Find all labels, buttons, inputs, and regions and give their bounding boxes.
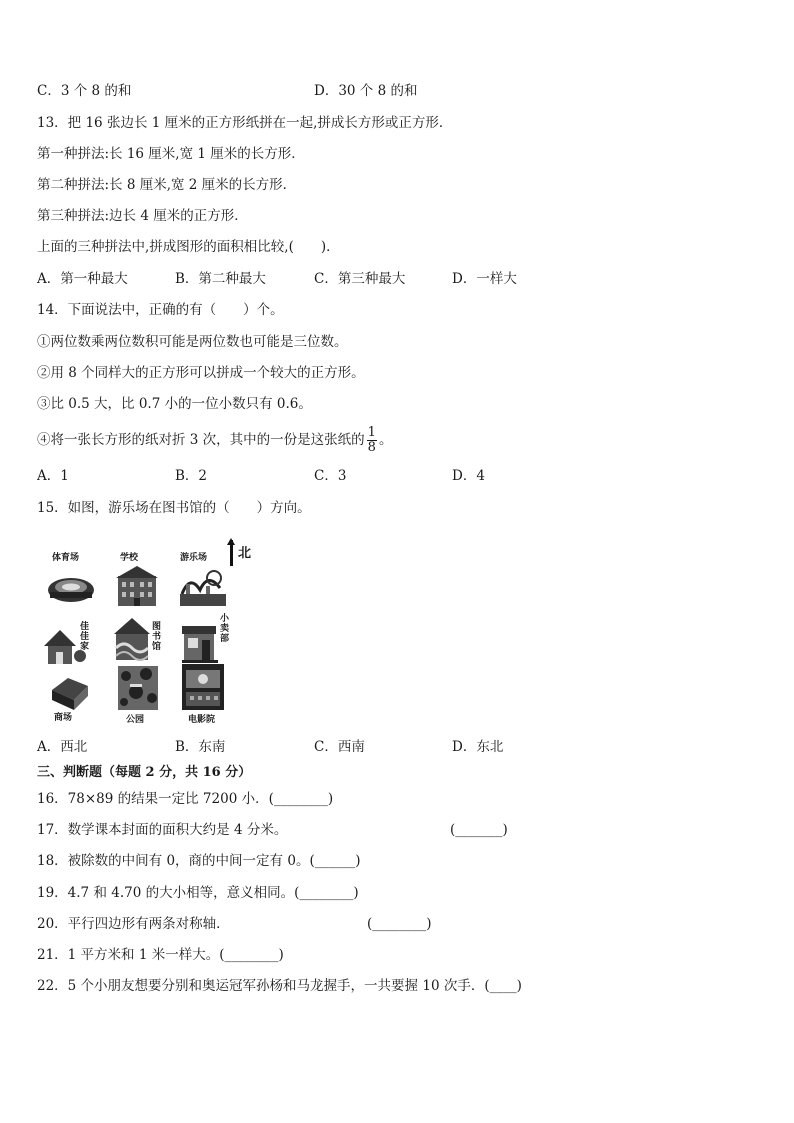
- map-label-playground: 游乐场: [180, 553, 208, 563]
- q14-option-b: B．2: [175, 468, 208, 484]
- q14-statement-4-end: 。: [378, 432, 393, 448]
- q15-option-b: B．东南: [175, 739, 226, 755]
- map-label-stadium: 体育场: [52, 553, 80, 563]
- map-label-school: 学校: [120, 553, 139, 563]
- q14-statement-4: [37, 423, 392, 457]
- judge-item-16: 16．78×89 的结果一定比 7200 小．(________): [37, 791, 334, 807]
- map-label-home: 佳佳家: [80, 622, 90, 652]
- q15-option-d: D．东北: [452, 739, 504, 755]
- q14-option-c: C．3: [314, 468, 347, 484]
- map-label-mall: 商场: [54, 713, 73, 723]
- playground-icon: [176, 560, 230, 614]
- q13-stem: 13．把 16 张边长 1 厘米的正方形纸拼在一起,拼成长方形或正方形．: [37, 115, 453, 131]
- q14-option-a: A．1: [37, 468, 69, 484]
- north-arrow-head: [227, 538, 235, 545]
- q13-option-a: A．第一种最大: [37, 271, 128, 287]
- judge-item-17: 17．数学课本封面的面积大约是 4 分米。: [37, 822, 288, 838]
- map-label-park: 公园: [126, 715, 145, 725]
- fraction-one-eighth: [367, 426, 377, 455]
- q14-statement-4-text: ④将一张长方形的纸对折 3 次，其中的一份是这张纸的: [37, 432, 365, 448]
- q13-question: 上面的三种拼法中,拼成图形的面积相比较,( )．: [37, 239, 340, 255]
- q13-option-d: D．一样大: [452, 271, 517, 287]
- fraction-denominator: 8: [367, 440, 376, 455]
- q15-option-c: C．西南: [314, 739, 365, 755]
- judge-item-20-blank[interactable]: (________): [367, 916, 432, 932]
- map-label-north: 北: [238, 546, 252, 561]
- q13-method-1: 第一种拼法:长 16 厘米,宽 1 厘米的长方形．: [37, 146, 305, 162]
- q14-statement-3: ③比 0.5 大，比 0.7 小的一位小数只有 0.6。: [37, 396, 312, 412]
- q14-stem: 14．下面说法中，正确的有（ ）个。: [37, 302, 284, 318]
- q13-option-c: C．第三种最大: [314, 271, 406, 287]
- q15-option-a: A．西北: [37, 739, 88, 755]
- map-label-cinema: 电影院: [188, 715, 216, 725]
- judge-item-17-blank[interactable]: (_______): [450, 822, 508, 838]
- judge-item-19: 19．4.7 和 4.70 的大小相等，意义相同。(________): [37, 885, 359, 901]
- q12-option-d: D．30 个 8 的和: [314, 83, 418, 99]
- judge-item-20: 20．平行四边形有两条对称轴．: [37, 916, 230, 932]
- q15-stem: 15．如图，游乐场在图书馆的（ ）方向。: [37, 500, 311, 516]
- q12-option-c: C．3 个 8 的和: [37, 83, 132, 99]
- q13-method-3: 第三种拼法:边长 4 厘米的正方形．: [37, 208, 248, 224]
- map-label-shop: 小卖部: [220, 614, 230, 644]
- judge-item-22: 22．5 个小朋友想要分别和奥运冠军孙杨和马龙握手，一共要握 10 次手．(____): [37, 978, 522, 994]
- section-3-title: 三、判断题（每题 2 分，共 16 分）: [37, 765, 252, 780]
- q14-statement-1: ①两位数乘两位数积可能是两位数也可能是三位数。: [37, 334, 348, 350]
- stadium-icon: [44, 560, 98, 614]
- q14-statement-2: ②用 8 个同样大的正方形可以拼成一个较大的正方形。: [37, 365, 365, 381]
- park-icon: [112, 662, 166, 716]
- cinema-icon: [178, 662, 232, 716]
- q15-map-figure: [40, 538, 270, 723]
- fraction-numerator: 1: [367, 425, 376, 440]
- q13-option-b: B．第二种最大: [175, 271, 266, 287]
- judge-item-21: 21．1 平方米和 1 米一样大。(________): [37, 947, 284, 963]
- school-icon: [110, 560, 164, 614]
- q14-option-d: D．4: [452, 468, 485, 484]
- q13-method-2: 第二种拼法:长 8 厘米,宽 2 厘米的长方形．: [37, 177, 297, 193]
- judge-item-18: 18．被除数的中间有 0，商的中间一定有 0。(______): [37, 853, 361, 869]
- map-label-library: 图书馆: [152, 622, 162, 652]
